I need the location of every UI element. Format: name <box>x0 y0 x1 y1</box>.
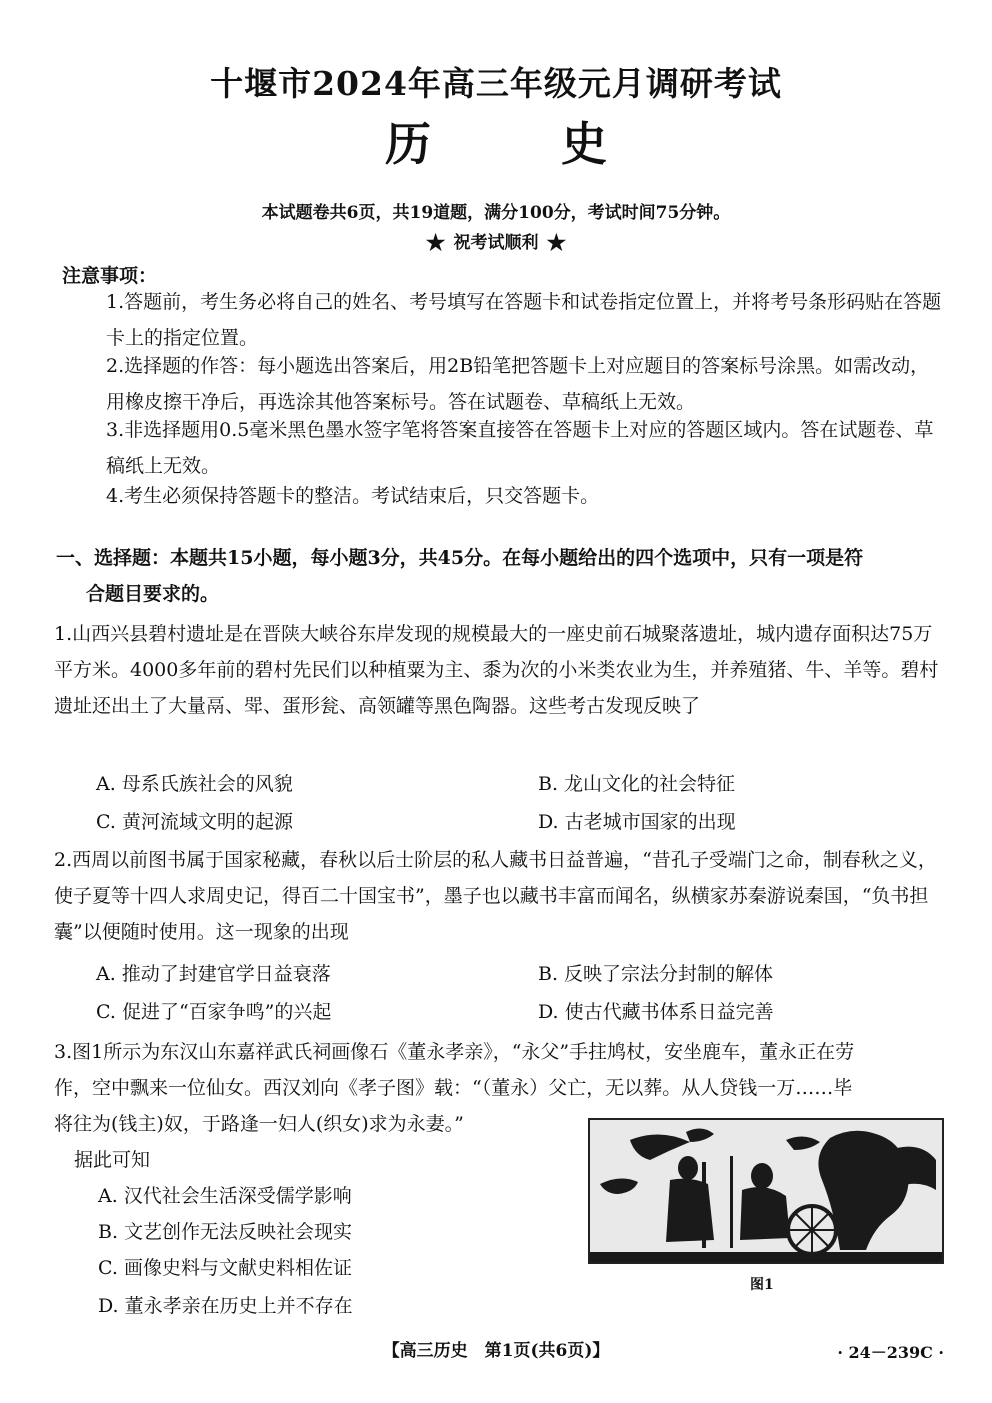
figure-1-stone-relief <box>588 1118 944 1264</box>
question-3-stem: 3.图1所示为东汉山东嘉祥武氏祠画像石《董永孝亲》，“永父”手拄鸠杖，安坐鹿车，董永正在劳 作，空中飘来一位仙女。西汉刘向《孝子图》载：“（董永）父亡，无以葬。从人贷钱一万……毕 将往为(钱主)奴，于路逢一妇人(织女)求为永妻。” 据此可知 <box>54 1041 855 1171</box>
exam-code: · 24－239C · <box>837 1343 944 1362</box>
page-footer-label: 【高三历史 第1页(共6页)】 <box>382 1341 610 1361</box>
notice-item-2: 2.选择题的作答：每小题选出答案后，用2B铅笔把答题卡上对应题目的答案标号涂黑。如需改动，用橡皮擦干净后，再选涂其他答案标号。答在试题卷、草稿纸上无效。 <box>106 355 930 413</box>
section-heading: 一、选择题：本题共15小题，每小题3分，共45分。在每小题给出的四个选项中，只有一项是符 合题目要求的。 <box>56 547 864 605</box>
notice-heading: 注意事项： <box>62 265 158 287</box>
question-3-option-c: C. 画像史料与文献史料相佐证 <box>98 1257 352 1279</box>
question-2-option-c: C. 促进了“百家争鸣”的兴起 <box>96 1001 332 1023</box>
question-2-option-a: A. 推动了封建官学日益衰落 <box>96 963 331 985</box>
question-1-option-d: D. 古老城市国家的出现 <box>538 811 736 833</box>
question-1-option-b: B. 龙山文化的社会特征 <box>538 773 736 795</box>
question-2-option-d: D. 使古代藏书体系日益完善 <box>538 1001 774 1023</box>
blessing-text: 祝考试顺利 <box>453 233 539 253</box>
question-3-option-a: A. 汉代社会生活深受儒学影响 <box>98 1185 352 1207</box>
notice-item-1: 1.答题前，考生务必将自己的姓名、考号填写在答题卡和试卷指定位置上，并将考号条形码贴在答题卡上的指定位置。 <box>106 291 942 349</box>
star-icon: ★ <box>546 230 567 256</box>
notice-item-3: 3.非选择题用0.5毫米黑色墨水签字笔将答案直接答在答题卡上对应的答题区域内。答在试题卷、草稿纸上无效。 <box>106 419 934 477</box>
question-2-option-b: B. 反映了宗法分封制的解体 <box>538 963 774 985</box>
question-2-stem: 2.西周以前图书属于国家秘藏，春秋以后士阶层的私人藏书日益普遍，“昔孔子受端门之命，制春秋之义，使子夏等十四人求周史记，得百二十国宝书”，墨子也以藏书丰富而闻名，纵横家苏秦游说秦国，“负书担囊”以便随时使用。这一现象的出现 <box>54 849 937 943</box>
stone-relief-illustration <box>590 1120 942 1262</box>
question-3-option-b: B. 文艺创作无法反映社会现实 <box>98 1221 353 1243</box>
notice-item-4: 4.考生必须保持答题卡的整洁。考试结束后，只交答题卡。 <box>106 485 600 507</box>
exam-info: 本试题卷共6页，共19道题，满分100分，考试时间75分钟。 <box>261 203 731 223</box>
question-3-option-d: D. 董永孝亲在历史上并不存在 <box>98 1295 353 1317</box>
subject-title: 历史 <box>385 117 737 171</box>
question-1-option-c: C. 黄河流域文明的起源 <box>96 811 293 833</box>
question-1-option-a: A. 母系氏族社会的风貌 <box>96 773 293 795</box>
exam-title: 十堰市2024年高三年级元月调研考试 <box>210 64 782 103</box>
question-1-stem: 1.山西兴县碧村遗址是在晋陕大峡谷东岸发现的规模最大的一座史前石城聚落遗址，城内遗存面积达75万平方米。4000多年前的碧村先民们以种植粟为主、黍为次的小米类农业为生，并养殖猪、牛、羊等。碧村遗址还出土了大量鬲、斝、蛋形瓮、高领罐等黑色陶器。这些考古发现反映了 <box>54 623 939 717</box>
figure-1-caption: 图1 <box>750 1277 774 1293</box>
blessing-line <box>0 228 992 256</box>
star-icon: ★ <box>425 230 446 256</box>
